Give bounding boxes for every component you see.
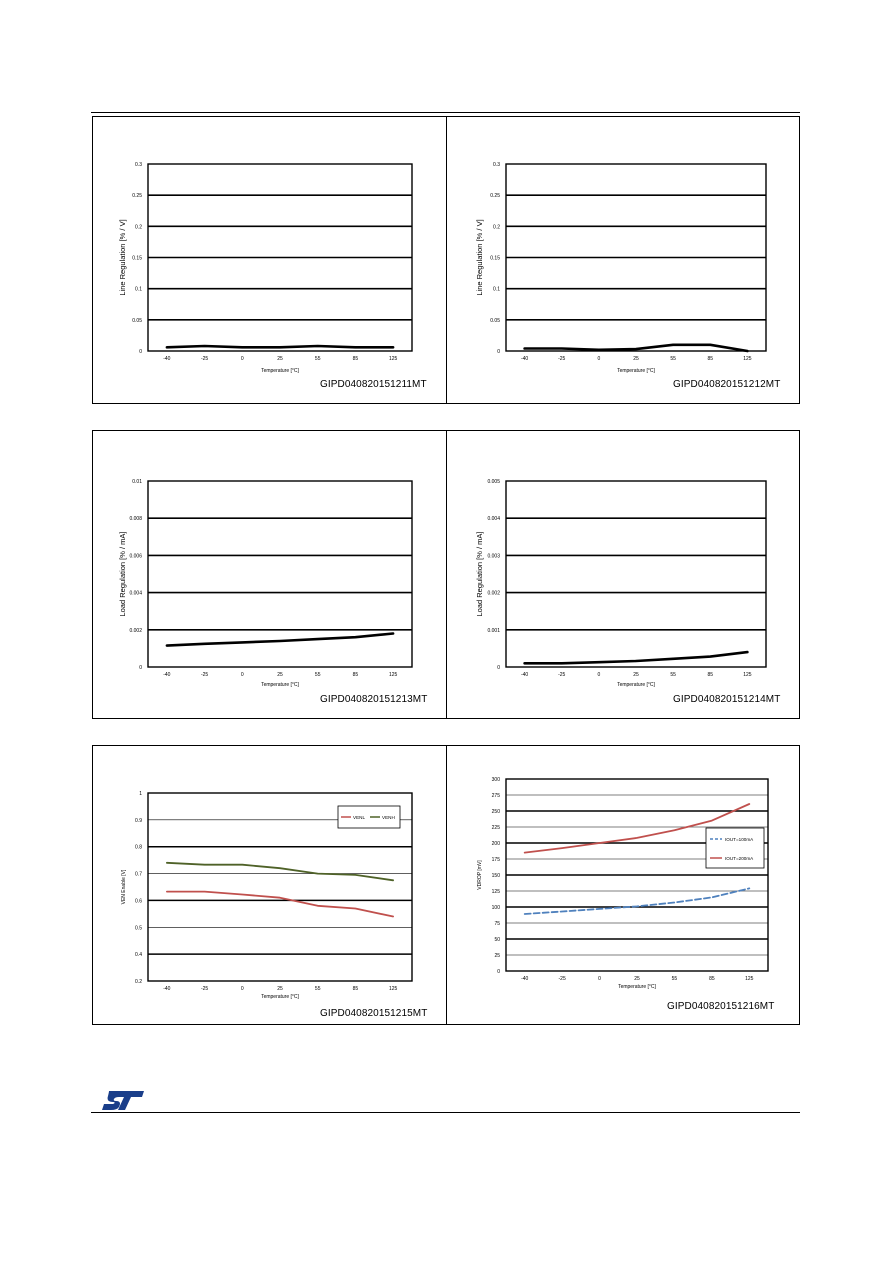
x-axis-label: Temperature [°C] bbox=[261, 368, 299, 374]
y-tick-label: 0.004 bbox=[129, 590, 142, 597]
y-tick-label: 0.5 bbox=[135, 925, 142, 932]
x-tick-label: -40 bbox=[520, 672, 529, 678]
x-axis-label: Temperature [°C] bbox=[617, 368, 655, 374]
x-tick-label: -40 bbox=[163, 986, 171, 992]
y-tick-label: 225 bbox=[491, 825, 500, 831]
y-tick-label: 300 bbox=[491, 777, 500, 783]
y-tick-label: 0.3 bbox=[493, 162, 500, 168]
y-tick-label: 0.002 bbox=[487, 590, 500, 597]
series-line bbox=[525, 652, 748, 663]
x-tick-label: 55 bbox=[670, 356, 676, 362]
chart-enable-threshold bbox=[92, 745, 445, 1025]
x-tick-label: 125 bbox=[388, 672, 398, 678]
x-tick-label: -25 bbox=[200, 986, 209, 992]
y-tick-label: 0 bbox=[139, 665, 142, 671]
chart-load-regulation-2 bbox=[446, 430, 800, 719]
x-tick-label: 125 bbox=[388, 986, 398, 992]
chart-svg bbox=[446, 745, 800, 1025]
chart-svg bbox=[92, 116, 445, 404]
y-tick-label: 250 bbox=[491, 809, 500, 815]
y-tick-label: 0.4 bbox=[135, 952, 142, 959]
x-tick-label: 0 bbox=[240, 672, 244, 678]
x-axis-label: Temperature [°C] bbox=[617, 682, 655, 688]
y-tick-label: 0.8 bbox=[135, 844, 142, 851]
y-tick-label: 0.2 bbox=[135, 979, 142, 985]
y-tick-label: 0 bbox=[497, 349, 500, 355]
y-tick-label: 0.004 bbox=[487, 516, 500, 523]
series-line bbox=[167, 634, 393, 646]
x-tick-label: -40 bbox=[163, 356, 171, 362]
x-tick-label: 0 bbox=[240, 986, 244, 992]
x-tick-label: 0 bbox=[597, 672, 601, 678]
figure-id: GIPD040820151215MT bbox=[320, 1008, 428, 1019]
x-tick-label: 125 bbox=[745, 976, 754, 982]
chart-svg bbox=[92, 430, 445, 719]
y-tick-label: 100 bbox=[491, 905, 500, 911]
figure-id: GIPD040820151214MT bbox=[673, 694, 781, 705]
y-tick-label: 0.05 bbox=[132, 317, 142, 324]
x-tick-label: 125 bbox=[743, 356, 752, 362]
y-tick-label: 0 bbox=[497, 969, 500, 975]
series-line bbox=[525, 888, 750, 914]
y-tick-label: 0.25 bbox=[490, 193, 500, 200]
x-tick-label: -40 bbox=[520, 356, 529, 362]
y-tick-label: 25 bbox=[494, 953, 500, 959]
y-tick-label: 50 bbox=[494, 937, 500, 943]
x-tick-label: 55 bbox=[671, 976, 678, 982]
legend-label: IOUT=200mA bbox=[725, 855, 754, 861]
figure-id: GIPD040820151213MT bbox=[320, 694, 428, 705]
x-tick-label: -25 bbox=[200, 672, 209, 678]
x-axis-label: Temperature [°C] bbox=[618, 984, 656, 990]
x-tick-label: 25 bbox=[277, 672, 283, 678]
x-tick-label: 125 bbox=[743, 672, 752, 678]
x-tick-label: -40 bbox=[521, 976, 529, 982]
y-tick-label: 150 bbox=[491, 873, 500, 879]
x-tick-label: -25 bbox=[558, 976, 566, 982]
plot-frame bbox=[506, 481, 766, 667]
y-tick-label: 0.6 bbox=[135, 898, 142, 905]
series-line bbox=[525, 345, 748, 351]
x-tick-label: -40 bbox=[163, 672, 171, 678]
x-tick-label: 85 bbox=[707, 356, 714, 362]
chart-dropout-voltage bbox=[446, 745, 800, 1025]
x-axis-label: Temperature [°C] bbox=[261, 682, 299, 688]
y-tick-label: 0.2 bbox=[135, 224, 142, 231]
figure-id: GIPD040820151216MT bbox=[667, 1001, 775, 1012]
y-tick-label: 0 bbox=[497, 665, 500, 671]
x-tick-label: -25 bbox=[200, 356, 209, 362]
x-tick-label: 25 bbox=[633, 672, 639, 678]
y-tick-label: 0.1 bbox=[493, 286, 500, 293]
y-tick-label: 1 bbox=[139, 791, 142, 797]
y-tick-label: 200 bbox=[491, 841, 500, 847]
footer-rule bbox=[91, 1112, 800, 1113]
y-tick-label: 75 bbox=[494, 921, 500, 927]
chart-line-regulation-2 bbox=[446, 116, 800, 404]
y-tick-label: 0 bbox=[139, 349, 142, 355]
chart-line-regulation-1 bbox=[92, 116, 445, 404]
x-tick-label: 55 bbox=[314, 986, 321, 992]
x-tick-label: -25 bbox=[558, 356, 566, 362]
legend-label: VENL bbox=[353, 814, 366, 820]
y-tick-label: 0.2 bbox=[493, 224, 500, 231]
y-tick-label: 0.05 bbox=[490, 317, 500, 324]
y-tick-label: 0.01 bbox=[132, 479, 142, 485]
x-tick-label: 25 bbox=[633, 356, 639, 362]
x-tick-label: 55 bbox=[314, 672, 321, 678]
series-line bbox=[167, 863, 393, 881]
x-tick-label: 85 bbox=[352, 672, 359, 678]
x-tick-label: 85 bbox=[352, 986, 359, 992]
x-tick-label: 85 bbox=[352, 356, 359, 362]
x-tick-label: -25 bbox=[558, 672, 566, 678]
y-axis-label: Load Regulation [% / mA] bbox=[118, 531, 127, 617]
figure-id: GIPD040820151212MT bbox=[673, 379, 781, 390]
y-axis-label: Line Regulation [% / V] bbox=[118, 219, 127, 296]
y-tick-label: 0.001 bbox=[487, 627, 500, 634]
y-tick-label: 125 bbox=[491, 889, 500, 895]
y-axis-label: VDROP [mV] bbox=[477, 860, 483, 890]
series-line bbox=[167, 346, 393, 347]
legend-label: VENH bbox=[382, 814, 395, 820]
y-tick-label: 0.006 bbox=[129, 553, 142, 560]
y-tick-label: 175 bbox=[491, 857, 500, 863]
x-tick-label: 55 bbox=[670, 672, 676, 678]
y-tick-label: 0.003 bbox=[487, 553, 500, 560]
x-tick-label: 0 bbox=[240, 356, 244, 362]
y-tick-label: 0.25 bbox=[132, 193, 142, 200]
chart-svg bbox=[446, 116, 800, 404]
legend-label: IOUT=100mA bbox=[725, 836, 754, 842]
y-axis-label: VEN Enable [V] bbox=[121, 869, 127, 905]
plot-frame bbox=[148, 481, 412, 667]
x-tick-label: 25 bbox=[277, 986, 283, 992]
legend-box bbox=[706, 828, 764, 868]
header-rule bbox=[91, 112, 800, 113]
chart-svg bbox=[92, 745, 445, 1025]
y-tick-label: 0.1 bbox=[135, 286, 142, 293]
x-tick-label: 125 bbox=[388, 356, 398, 362]
y-tick-label: 275 bbox=[491, 793, 500, 799]
series-line bbox=[167, 892, 393, 917]
chart-load-regulation-1 bbox=[92, 430, 445, 719]
y-tick-label: 0.9 bbox=[135, 817, 142, 824]
figure-id: GIPD040820151211MT bbox=[320, 379, 427, 390]
y-tick-label: 0.7 bbox=[135, 871, 142, 878]
y-tick-label: 0.005 bbox=[487, 479, 500, 485]
y-axis-label: Line Regulation [% / V] bbox=[475, 219, 484, 296]
x-axis-label: Temperature [°C] bbox=[261, 994, 299, 1000]
y-tick-label: 0.15 bbox=[490, 255, 500, 262]
y-axis-label: Load Regulation [% / mA] bbox=[475, 531, 484, 617]
x-tick-label: 0 bbox=[597, 356, 601, 362]
y-tick-label: 0.002 bbox=[129, 627, 142, 634]
y-tick-label: 0.3 bbox=[135, 162, 142, 168]
chart-svg bbox=[446, 430, 800, 719]
y-tick-label: 0.008 bbox=[129, 516, 142, 523]
x-tick-label: 25 bbox=[277, 356, 283, 362]
x-tick-label: 0 bbox=[598, 976, 601, 982]
x-tick-label: 85 bbox=[707, 672, 714, 678]
y-tick-label: 0.15 bbox=[132, 255, 142, 262]
x-tick-label: 25 bbox=[634, 976, 640, 982]
x-tick-label: 55 bbox=[314, 356, 321, 362]
st-logo bbox=[100, 1088, 146, 1112]
x-tick-label: 85 bbox=[709, 976, 715, 982]
